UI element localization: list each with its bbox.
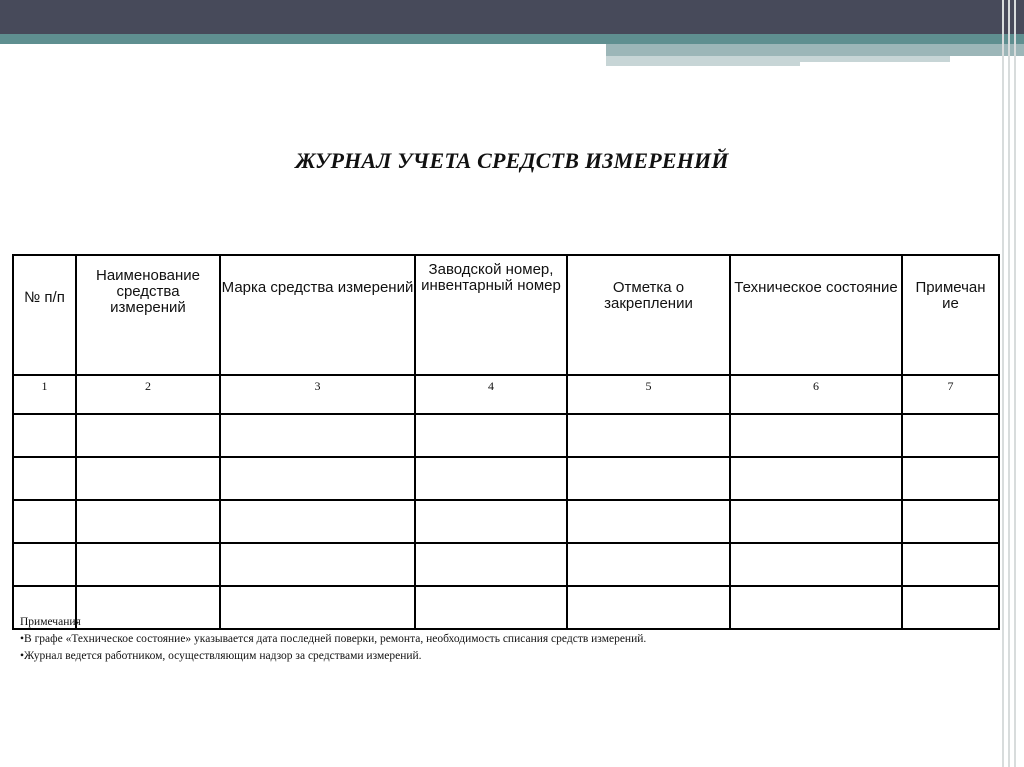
column-number-row xyxy=(13,375,999,414)
header-cell-instrument-brand: Марка средства измерений xyxy=(220,255,415,375)
table-cell xyxy=(567,500,730,543)
table-cell xyxy=(76,457,220,500)
table-cell xyxy=(730,586,902,629)
table-cell xyxy=(220,543,415,586)
table-cell xyxy=(567,457,730,500)
note-item: •Журнал ведется работником, осуществляющим надзор за средствами измерений. xyxy=(20,650,422,662)
table-cell xyxy=(13,543,76,586)
table-cell xyxy=(220,500,415,543)
table-cell xyxy=(730,543,902,586)
header-band-teal xyxy=(0,34,1024,44)
notes-section xyxy=(20,614,646,665)
notes-heading: Примечания xyxy=(20,616,81,628)
header-band-highlight xyxy=(800,62,950,66)
table-cell xyxy=(220,457,415,500)
column-number: 3 xyxy=(220,375,415,414)
header-band-light xyxy=(606,44,1024,56)
header-cell-instrument-name: Наименование средства измерений xyxy=(76,255,220,375)
table-cell xyxy=(415,414,567,457)
table-row xyxy=(13,500,999,543)
column-number: 7 xyxy=(902,375,999,414)
table-row xyxy=(13,414,999,457)
column-number: 6 xyxy=(730,375,902,414)
table-cell xyxy=(76,500,220,543)
header-cell-notes-line1: Примечан xyxy=(915,279,986,296)
table-cell xyxy=(730,457,902,500)
table-row xyxy=(13,457,999,500)
right-edge-decoration xyxy=(998,0,1024,767)
header-cell-assignment-mark: Отметка о закреплении xyxy=(567,255,730,375)
column-number: 4 xyxy=(415,375,567,414)
table-cell xyxy=(415,543,567,586)
table-cell xyxy=(415,457,567,500)
note-item: •В графе «Техническое состояние» указывается дата последней поверки, ремонта, необходимость списания средств измерений. xyxy=(20,633,647,645)
page-title: ЖУРНАЛ УЧЕТА СРЕДСТВ ИЗМЕРЕНИЙ xyxy=(295,148,729,173)
table-cell xyxy=(76,414,220,457)
table-cell xyxy=(415,500,567,543)
table-cell xyxy=(902,414,999,457)
table-cell xyxy=(730,414,902,457)
header-cell-technical-condition: Техническое состояние xyxy=(730,255,902,375)
column-number: 5 xyxy=(567,375,730,414)
table-cell xyxy=(902,543,999,586)
table-cell xyxy=(220,414,415,457)
table-cell xyxy=(13,500,76,543)
header-cell-number: № п/п xyxy=(13,255,76,375)
column-number: 2 xyxy=(76,375,220,414)
column-number: 1 xyxy=(13,375,76,414)
table-cell xyxy=(567,414,730,457)
header-cell-notes xyxy=(902,255,999,375)
table-row xyxy=(13,543,999,586)
table-cell xyxy=(902,500,999,543)
table-cell xyxy=(902,457,999,500)
table-cell xyxy=(13,414,76,457)
header-cell-serial-number: Заводской номер, инвентарный номер xyxy=(415,255,567,375)
table-cell xyxy=(567,543,730,586)
table-header-row xyxy=(13,255,999,375)
table-cell xyxy=(902,586,999,629)
journal-table xyxy=(12,254,1000,630)
header-band-dark xyxy=(0,0,1024,34)
table-cell xyxy=(13,457,76,500)
table-cell xyxy=(730,500,902,543)
table-cell xyxy=(76,543,220,586)
header-cell-notes-line2: ие xyxy=(942,295,959,312)
